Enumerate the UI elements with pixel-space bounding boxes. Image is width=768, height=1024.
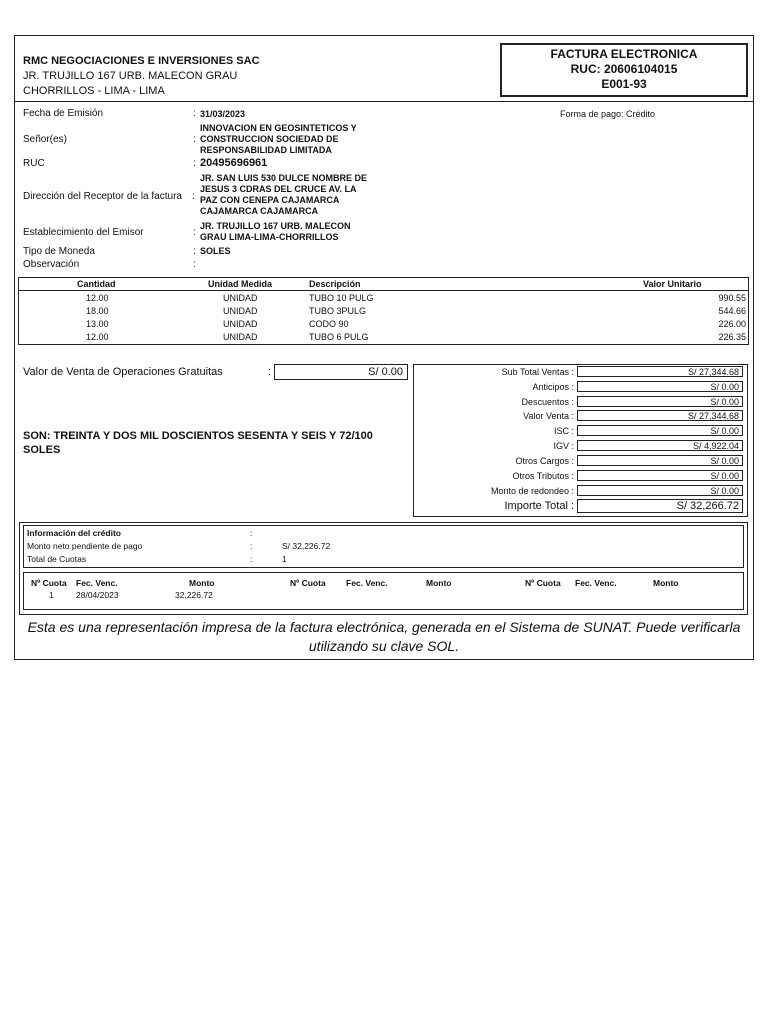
total-label: IGV : [553, 441, 574, 451]
senor-value: INNOVACION EN GEOSINTETICOS Y CONSTRUCCION SOCIEDAD DE RESPONSABILIDAD LIMITADA [200, 123, 357, 155]
total-label: ISC : [553, 426, 574, 436]
total-label: Monto de redondeo : [490, 486, 574, 496]
fecha-value: 31/03/2023 [200, 109, 246, 119]
total-value: S/ 4,922.04 [577, 440, 743, 451]
total-value: S/ 0.00 [577, 425, 743, 436]
ruc-value: 20495696961 [200, 157, 268, 169]
importe-total-label: Importe Total : [504, 500, 574, 512]
items-header-descripcion: Descripción [309, 279, 361, 289]
total-value: S/ 0.00 [577, 381, 743, 392]
item-unidad: UNIDAD [223, 306, 258, 316]
monto-pendiente-label: Monto neto pendiente de pago [27, 541, 143, 551]
total-value: S/ 0.00 [577, 396, 743, 407]
observacion-colon: : [193, 259, 196, 270]
gratuitas-label: Valor de Venta de Operaciones Gratuitas [23, 366, 223, 378]
gratuitas-colon: : [268, 366, 272, 378]
total-cuotas-label: Total de Cuotas [27, 554, 87, 564]
total-label: Valor Venta : [523, 411, 574, 421]
inst-header-monto: Monto [653, 578, 679, 588]
fecha-colon: : [193, 108, 196, 119]
total-label: Anticipos : [532, 382, 574, 392]
credit-title: Información del crédito [27, 528, 121, 538]
inst-fecha: 28/04/2023 [76, 590, 119, 600]
item-valor: 990.55 [718, 293, 746, 303]
inst-header-cuota: Nº Cuota [31, 578, 67, 588]
total-value: S/ 27,344.68 [577, 410, 743, 421]
establecimiento-colon: : [193, 227, 196, 238]
item-descripcion: TUBO 10 PULG [309, 293, 374, 303]
direccion-value: JR. SAN LUIS 530 DULCE NOMBRE DE JESUS 3 CDRAS DEL CRUCE AV. LA PAZ CON CENEPA CAJAMARCA CAJAMARCA CAJAMARCA [200, 173, 368, 216]
inst-header-monto: Monto [189, 578, 215, 588]
items-header-cantidad: Cantidad [77, 279, 116, 289]
moneda-colon: : [193, 246, 196, 257]
inst-header-cuota: Nº Cuota [525, 578, 561, 588]
moneda-label: Tipo de Moneda [23, 246, 95, 257]
item-valor: 226.35 [718, 332, 746, 342]
ruc-colon: : [193, 158, 196, 169]
item-cantidad: 12.00 [86, 293, 109, 303]
item-unidad: UNIDAD [223, 332, 258, 342]
inst-header-monto: Monto [426, 578, 452, 588]
item-valor: 544.66 [718, 306, 746, 316]
inst-cuota: 1 [49, 590, 54, 600]
observacion-label: Observación [23, 259, 80, 270]
issuer-address-2: CHORRILLOS - LIMA - LIMA [23, 85, 165, 97]
inst-header-fecha: Fec. Venc. [346, 578, 388, 588]
fecha-label: Fecha de Emisión [23, 108, 104, 119]
total-label: Otros Tributos : [512, 471, 574, 481]
total-label: Otros Cargos : [515, 456, 574, 466]
importe-total-value: S/ 32,266.72 [577, 499, 743, 513]
credit-colon: : [250, 541, 253, 551]
credit-colon: : [250, 554, 253, 564]
invoice-id-box [500, 43, 748, 97]
item-descripcion: TUBO 3PULG [309, 306, 367, 316]
ruc-label: RUC [23, 158, 45, 169]
total-label: Descuentos : [521, 397, 574, 407]
total-value: S/ 0.00 [577, 455, 743, 466]
gratuitas-value: S/ 0.00 [274, 364, 408, 380]
items-header-valor: Valor Unitario [643, 279, 702, 289]
item-unidad: UNIDAD [223, 293, 258, 303]
credit-colon: : [250, 528, 253, 538]
issuer-name: RMC NEGOCIACIONES E INVERSIONES SAC [23, 55, 260, 67]
legal-footer: Esta es una representación impresa de la factura electrónica, generada en el Sistema de SUNAT. Puede verificarla utilizando su clave SOL. [27, 619, 741, 654]
inst-header-cuota: Nº Cuota [290, 578, 326, 588]
item-descripcion: TUBO 6 PULG [309, 332, 369, 342]
items-table [18, 277, 749, 345]
forma-pago: Forma de pago: Crédito [560, 109, 656, 119]
issuer-address-1: JR. TRUJILLO 167 URB. MALECON GRAU [23, 70, 238, 82]
item-unidad: UNIDAD [223, 319, 258, 329]
inst-header-fecha: Fec. Venc. [575, 578, 617, 588]
item-descripcion: CODO 90 [309, 319, 349, 329]
direccion-label: Dirección del Receptor de la factura [23, 191, 182, 202]
invoice-type: FACTURA ELECTRONICA [550, 47, 698, 61]
items-header-line [18, 290, 749, 291]
total-cuotas-value: 1 [282, 554, 287, 564]
item-cantidad: 13.00 [86, 319, 109, 329]
invoice-ruc: RUC: 20606104015 [570, 62, 678, 76]
amount-in-words: SON: TREINTA Y DOS MIL DOSCIENTOS SESENTA Y SEIS Y 72/100 SOLES [23, 430, 373, 456]
establecimiento-label: Establecimiento del Emisor [23, 227, 144, 238]
senor-label: Señor(es) [23, 134, 67, 145]
divider [14, 101, 754, 102]
direccion-colon: : [192, 191, 195, 202]
inst-header-fecha: Fec. Venc. [76, 578, 118, 588]
total-value: S/ 27,344.68 [577, 366, 743, 377]
item-cantidad: 18.00 [86, 306, 109, 316]
item-cantidad: 12.00 [86, 332, 109, 342]
establecimiento-value: JR. TRUJILLO 167 URB. MALECON GRAU LIMA-LIMA-CHORRILLOS [200, 221, 351, 242]
invoice-number: E001-93 [601, 77, 647, 91]
senor-colon: : [193, 134, 196, 145]
inst-monto: 32,226.72 [175, 590, 213, 600]
total-value: S/ 0.00 [577, 485, 743, 496]
moneda-value: SOLES [200, 246, 231, 256]
item-valor: 226.00 [718, 319, 746, 329]
monto-pendiente-value: S/ 32,226.72 [282, 541, 331, 551]
total-value: S/ 0.00 [577, 470, 743, 481]
total-label: Sub Total Ventas : [501, 367, 574, 377]
items-header-unidad: Unidad Medida [208, 279, 273, 289]
